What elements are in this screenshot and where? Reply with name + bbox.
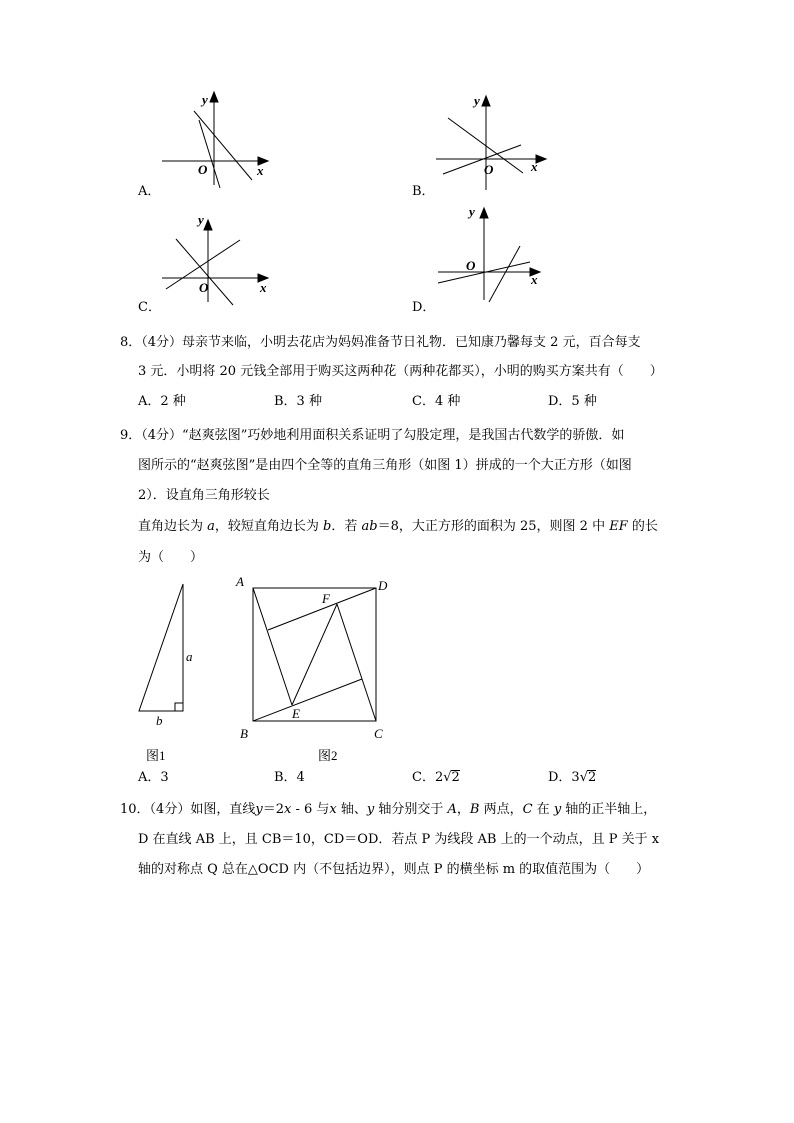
q7b-x-label: x bbox=[531, 159, 538, 174]
q7a-x-label: x bbox=[257, 163, 264, 178]
fig1-caption: 图1 bbox=[146, 748, 166, 763]
q9-option-d[interactable]: D．3√2 bbox=[548, 770, 597, 785]
q8-option-d[interactable]: D．5 种 bbox=[548, 394, 597, 409]
q9-option-c[interactable]: C．2√2 bbox=[412, 770, 460, 785]
q7b-origin-label: O bbox=[484, 162, 494, 177]
q8-option-b[interactable]: B．3 种 bbox=[274, 394, 322, 409]
q9-text-line4: 直角边长为 a，较短直角边长为 b．若 ab＝8，大正方形的面积为 25，则图 2 中 EF 的长 bbox=[138, 519, 658, 534]
q8-option-c[interactable]: C．4 种 bbox=[412, 394, 461, 409]
fig1-label-b: b bbox=[156, 713, 163, 728]
q10-text-line3: 轴的对称点 Q 总在△OCD 内（不包括边界），则点 P 的横坐标 m 的取值范围为（ ） bbox=[138, 862, 650, 877]
q7-option-b[interactable]: B． bbox=[412, 184, 435, 199]
q7-option-a[interactable]: A． bbox=[138, 184, 161, 199]
q9-text-line2: 图所示的“赵爽弦图”是由四个全等的直角三角形（如图 1）拼成的一个大正方形（如图 bbox=[138, 458, 632, 473]
fig2-caption: 图2 bbox=[318, 748, 338, 763]
q7c-x-label: x bbox=[260, 280, 267, 295]
q7d-y-label: y bbox=[469, 204, 475, 219]
q8-option-a[interactable]: A．2 种 bbox=[138, 394, 186, 409]
fig2-label-E: E bbox=[292, 706, 300, 721]
fig1-label-a: a bbox=[186, 649, 193, 664]
q9-text-line1: 9．（4分）“赵爽弦图”巧妙地利用面积关系证明了勾股定理，是我国古代数学的骄傲．如 bbox=[120, 428, 625, 443]
q7c-origin-label: O bbox=[199, 280, 209, 295]
q9-text-line5: 为（ ） bbox=[138, 550, 204, 565]
q9-option-a[interactable]: A．3 bbox=[138, 770, 169, 785]
fig2-label-B: B bbox=[240, 726, 248, 741]
q9-option-b[interactable]: B．4 bbox=[274, 770, 305, 785]
q7b-y-label: y bbox=[474, 93, 480, 108]
q7a-y-label: y bbox=[202, 92, 208, 107]
q7-option-d[interactable]: D． bbox=[412, 300, 436, 315]
q10-text-line1: 10．（4分）如图，直线y＝2x - 6 与x 轴、y 轴分别交于 A，B 两点，C 在 y 轴的正半轴上， bbox=[120, 802, 657, 817]
q7d-origin-label: O bbox=[466, 258, 476, 273]
q10-text-line2: D 在直线 AB 上，且 CB＝10，CD＝OD．若点 P 为线段 AB 上的一个动点，且 P 关于 x bbox=[138, 832, 660, 847]
q7c-y-label: y bbox=[198, 212, 204, 227]
fig2-label-F: F bbox=[322, 591, 330, 606]
q7d-x-label: x bbox=[531, 272, 538, 287]
q8-text-line1: 8．（4分）母亲节来临，小明去花店为妈妈准备节日礼物．已知康乃馨每支 2 元，百合每支 bbox=[120, 335, 641, 350]
q9-text-line3: 2）．设直角三角形较长 bbox=[138, 488, 270, 503]
fig2-label-C: C bbox=[374, 726, 383, 741]
q8-text-line2: 3 元．小明将 20 元钱全部用于购买这两种花（两种花都买），小明的购买方案共有（ ） bbox=[138, 364, 663, 379]
fig2-label-A: A bbox=[236, 574, 244, 589]
q7-option-c[interactable]: C． bbox=[138, 300, 161, 315]
q7a-origin-label: O bbox=[198, 162, 208, 177]
fig2-label-D: D bbox=[378, 578, 388, 593]
